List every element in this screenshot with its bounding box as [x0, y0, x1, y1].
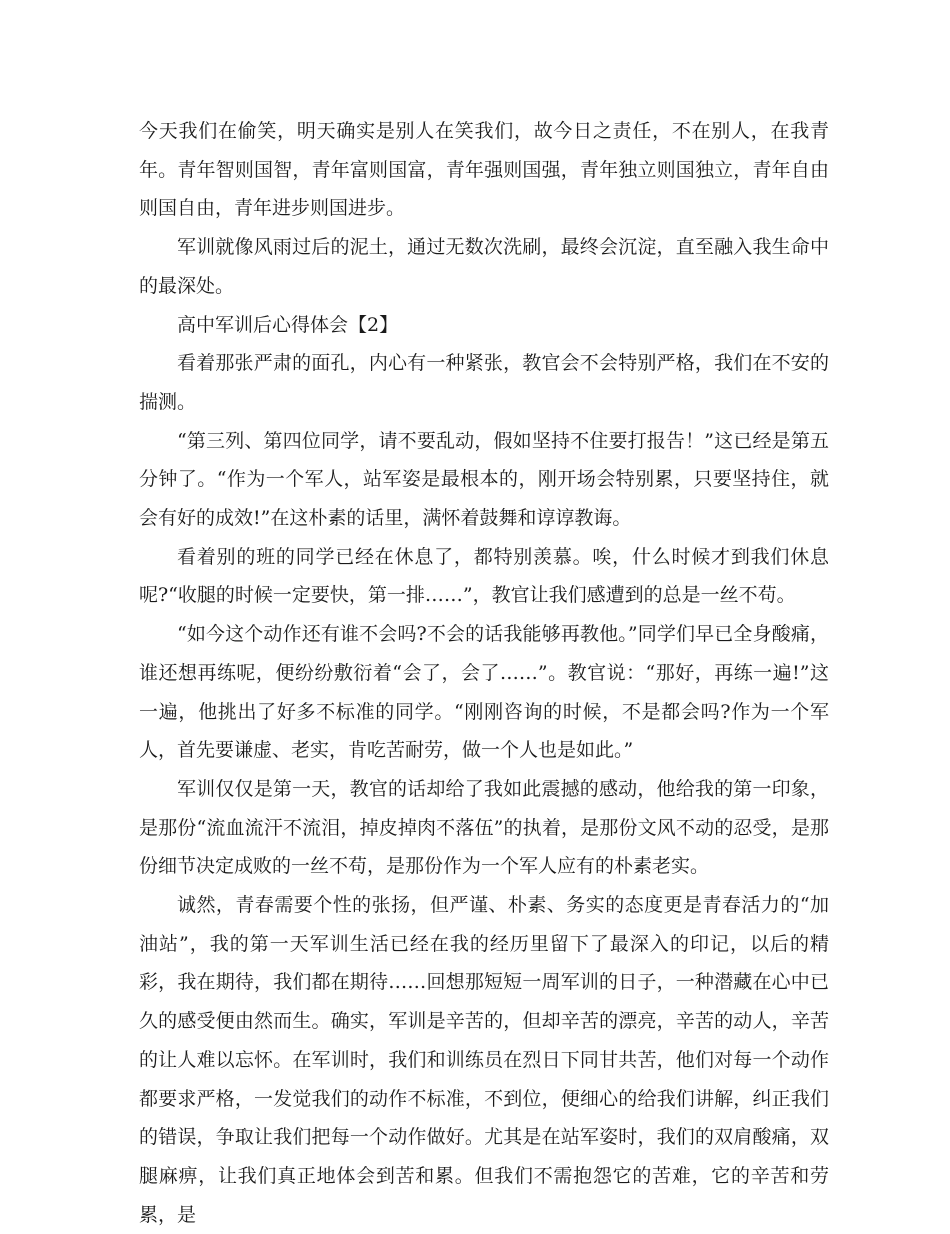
paragraph: “第三列、第四位同学，请不要乱动，假如坚持不住要打报告！”这已经是第五分钟了。“作为一个军人，站军姿是最根本的，刚开场会特别累，只要坚持住，就会有好的成效!”在这朴素的话里，满怀着鼓舞和谆谆教诲。 [139, 429, 829, 530]
section-heading: 高中军训后心得体会【2】 [177, 313, 399, 336]
paragraph-continued: 今天我们在偷笑，明天确实是别人在笑我们，故今日之责任，不在别人，在我青年。青年智则国智，青年富则国富，青年强则国强，青年独立则国独立，青年自由则国自由，青年进步则国进步。 [139, 120, 829, 220]
paragraph: “如今这个动作还有谁不会吗?不会的话我能够再教他。”同学们早已全身酸痛，谁还想再练呢，便纷纷敷衍着“会了，会了……”。教官说：“那好，再练一遍!”这一遍，他挑出了好多不标准的同学。“刚刚咨询的时候，不是都会吗?作为一个军人，首先要谦虚、老实，肯吃苦耐劳，做一个人也是如此。” [139, 623, 829, 762]
paragraph: 军训就像风雨过后的泥土，通过无数次洗刷，最终会沉淀，直至融入我生命中的最深处。 [139, 236, 829, 297]
paragraph: 诚然，青春需要个性的张扬，但严谨、朴素、务实的态度更是青春活力的“加油站”，我的第一天军训生活已经在我的经历里留下了最深入的印记，以后的精彩，我在期待，我们都在期待……回想那短短一周军训的日子，一种潜藏在心中已久的感受便由然而生。确实，军训是辛苦的，但却辛苦的漂亮，辛苦的动人，辛苦的让人难以忘怀。在军训时，我们和训练员在烈日下同甘共苦，他们对每一个动作都要求严格，一发觉我们的动作不标准，不到位，便细心的给我们讲解，纠正我们的错误，争取让我们把每一个动作做好。尤其是在站军姿时，我们的双肩酸痛，双腿麻痹，让我们真正地体会到苦和累。但我们不需抱怨它的苦难，它的辛苦和劳累，是 [139, 894, 829, 1226]
document-body [139, 112, 829, 1234]
paragraph: 军训仅仅是第一天，教官的话却给了我如此震撼的感动，他给我的第一印象，是那份“流血流汗不流泪，掉皮掉肉不落伍”的执着，是那份文风不动的忍受，是那份细节决定成败的一丝不苟，是那份作为一个军人应有的朴素老实。 [139, 777, 829, 878]
paragraph: 看着那张严肃的面孔，内心有一种紧张，教官会不会特别严格，我们在不安的揣测。 [139, 352, 829, 413]
paragraph: 看着别的班的同学已经在休息了，都特别羡慕。唉，什么时候才到我们休息呢?“收腿的时候一定要快，第一排……”，教官让我们感遭到的总是一丝不苟。 [139, 545, 829, 607]
